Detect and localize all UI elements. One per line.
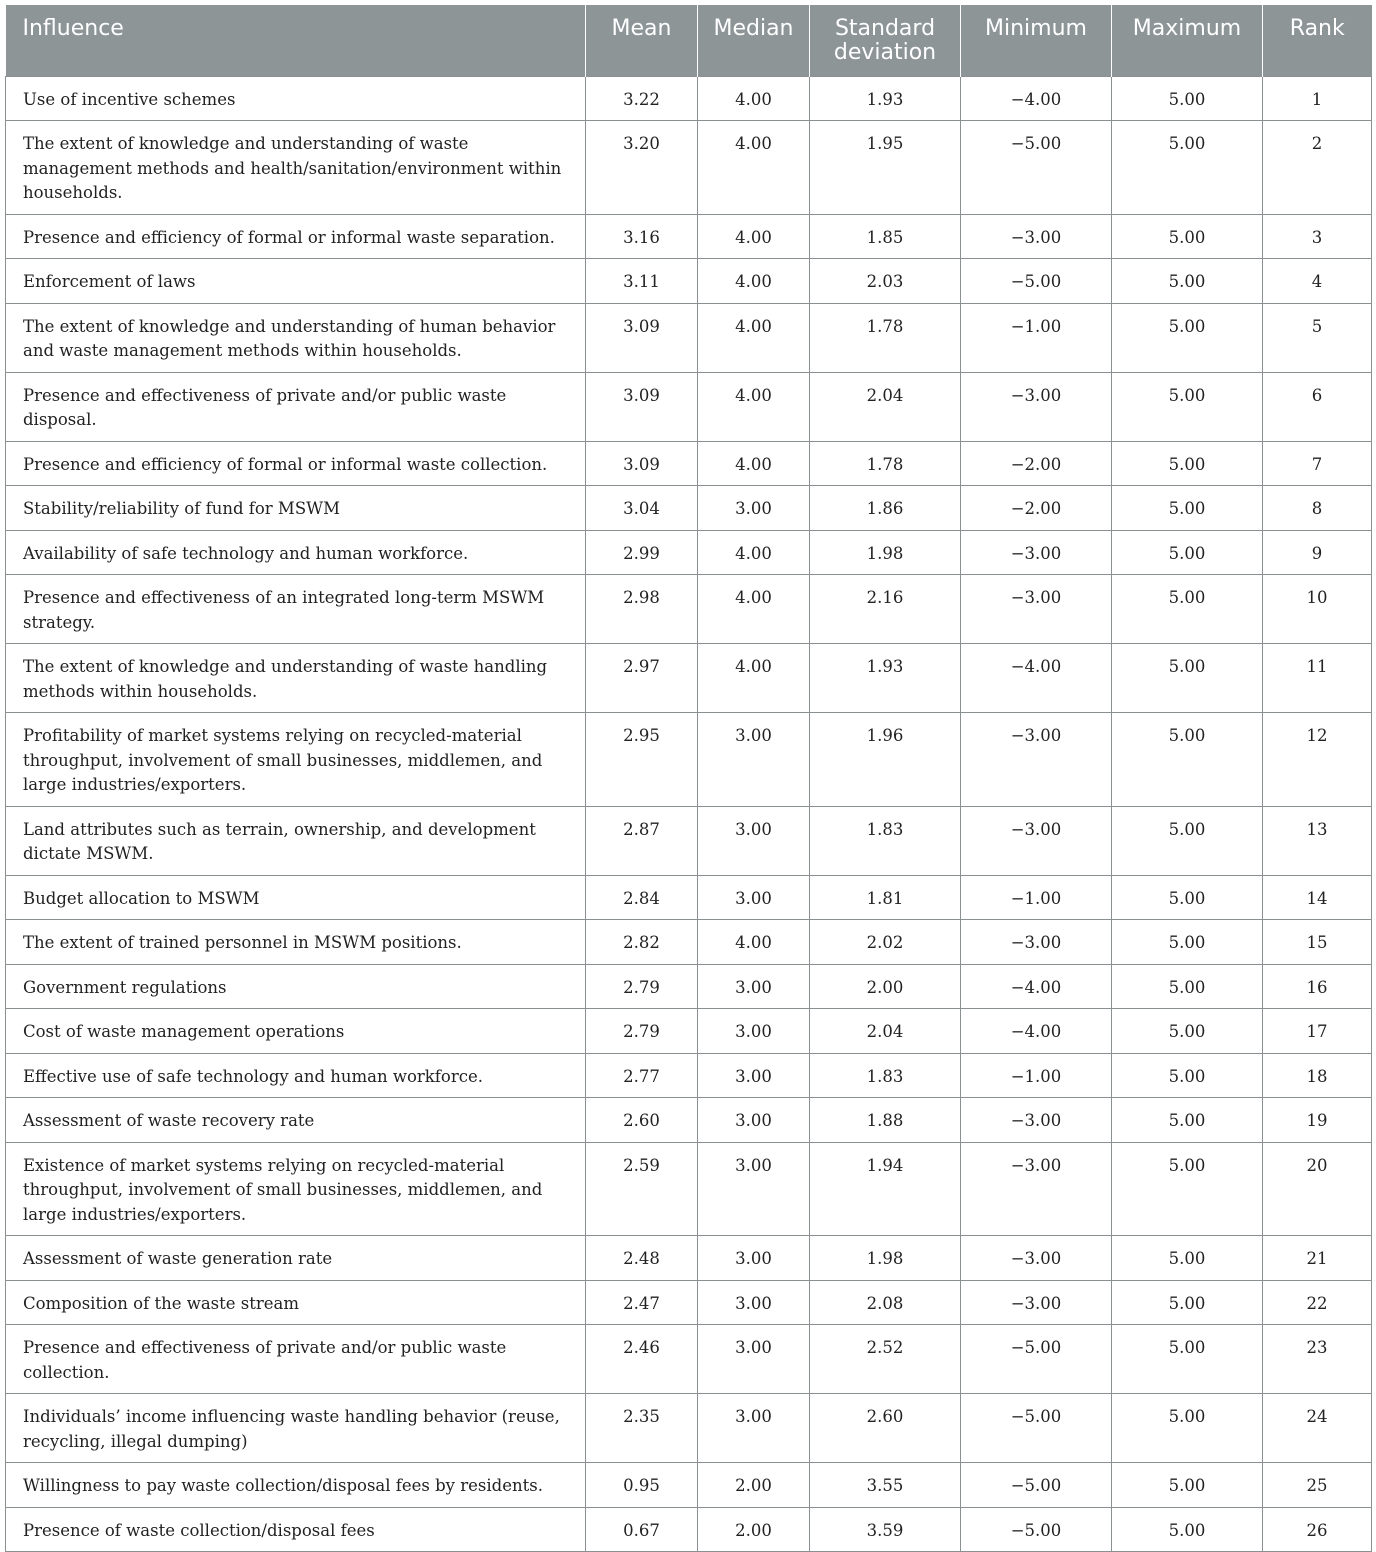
cell-rank: 22	[1263, 1280, 1372, 1325]
cell-mean: 3.09	[586, 303, 698, 372]
cell-influence: Profitability of market systems relying on recycled-material throughput, involvement of small businesses, middlemen, and large industries/exporters.	[6, 713, 586, 807]
cell-influence: Presence and effectiveness of an integrated long-term MSWM strategy.	[6, 575, 586, 644]
cell-mean: 3.16	[586, 214, 698, 259]
table-row	[6, 1098, 1372, 1143]
cell-standard-deviation: 2.02	[810, 920, 961, 965]
cell-mean: 2.82	[586, 920, 698, 965]
cell-rank: 8	[1263, 486, 1372, 531]
cell-mean: 3.11	[586, 259, 698, 304]
table-row	[6, 1236, 1372, 1281]
cell-maximum: 5.00	[1112, 530, 1263, 575]
cell-median: 4.00	[698, 441, 810, 486]
cell-maximum: 5.00	[1112, 1009, 1263, 1054]
cell-standard-deviation: 1.98	[810, 530, 961, 575]
header-median: Median	[698, 5, 810, 76]
cell-rank: 15	[1263, 920, 1372, 965]
cell-mean: 2.47	[586, 1280, 698, 1325]
cell-maximum: 5.00	[1112, 1394, 1263, 1463]
table-row	[6, 1280, 1372, 1325]
cell-influence: Presence and efficiency of formal or informal waste separation.	[6, 214, 586, 259]
cell-median: 2.00	[698, 1507, 810, 1552]
table-row	[6, 76, 1372, 121]
cell-rank: 16	[1263, 964, 1372, 1009]
table-row	[6, 441, 1372, 486]
cell-standard-deviation: 2.03	[810, 259, 961, 304]
cell-median: 3.00	[698, 1280, 810, 1325]
cell-median: 3.00	[698, 1098, 810, 1143]
cell-rank: 26	[1263, 1507, 1372, 1552]
table-row	[6, 1394, 1372, 1463]
cell-maximum: 5.00	[1112, 806, 1263, 875]
cell-rank: 5	[1263, 303, 1372, 372]
cell-minimum: −3.00	[961, 1142, 1112, 1236]
cell-median: 3.00	[698, 1325, 810, 1394]
table-row	[6, 1463, 1372, 1508]
cell-minimum: −3.00	[961, 214, 1112, 259]
cell-maximum: 5.00	[1112, 1053, 1263, 1098]
cell-minimum: −5.00	[961, 1325, 1112, 1394]
table-row	[6, 259, 1372, 304]
cell-standard-deviation: 1.83	[810, 806, 961, 875]
cell-standard-deviation: 1.83	[810, 1053, 961, 1098]
cell-median: 4.00	[698, 644, 810, 713]
cell-standard-deviation: 1.94	[810, 1142, 961, 1236]
cell-standard-deviation: 1.81	[810, 875, 961, 920]
cell-mean: 2.79	[586, 964, 698, 1009]
cell-rank: 11	[1263, 644, 1372, 713]
cell-maximum: 5.00	[1112, 1507, 1263, 1552]
cell-rank: 7	[1263, 441, 1372, 486]
table-body	[6, 76, 1372, 1552]
cell-median: 3.00	[698, 875, 810, 920]
cell-standard-deviation: 2.04	[810, 1009, 961, 1054]
cell-rank: 23	[1263, 1325, 1372, 1394]
cell-standard-deviation: 1.93	[810, 644, 961, 713]
cell-mean: 2.60	[586, 1098, 698, 1143]
cell-median: 2.00	[698, 1463, 810, 1508]
cell-mean: 3.20	[586, 121, 698, 215]
table-header	[6, 5, 1372, 76]
cell-standard-deviation: 1.98	[810, 1236, 961, 1281]
cell-standard-deviation: 1.96	[810, 713, 961, 807]
cell-median: 3.00	[698, 1142, 810, 1236]
cell-maximum: 5.00	[1112, 1325, 1263, 1394]
cell-influence: Enforcement of laws	[6, 259, 586, 304]
cell-minimum: −2.00	[961, 486, 1112, 531]
cell-mean: 2.95	[586, 713, 698, 807]
cell-influence: Assessment of waste recovery rate	[6, 1098, 586, 1143]
cell-rank: 19	[1263, 1098, 1372, 1143]
cell-minimum: −3.00	[961, 1098, 1112, 1143]
cell-median: 3.00	[698, 1394, 810, 1463]
cell-standard-deviation: 2.04	[810, 372, 961, 441]
cell-maximum: 5.00	[1112, 1098, 1263, 1143]
cell-rank: 3	[1263, 214, 1372, 259]
cell-mean: 2.59	[586, 1142, 698, 1236]
cell-minimum: −3.00	[961, 806, 1112, 875]
cell-median: 4.00	[698, 372, 810, 441]
cell-influence: Individuals’ income influencing waste handling behavior (reuse, recycling, illegal dumping)	[6, 1394, 586, 1463]
cell-mean: 2.87	[586, 806, 698, 875]
influence-statistics-table	[5, 5, 1372, 1552]
cell-standard-deviation: 3.59	[810, 1507, 961, 1552]
cell-maximum: 5.00	[1112, 644, 1263, 713]
cell-standard-deviation: 3.55	[810, 1463, 961, 1508]
table-row	[6, 121, 1372, 215]
table-row	[6, 1507, 1372, 1552]
header-minimum: Minimum	[961, 5, 1112, 76]
cell-rank: 13	[1263, 806, 1372, 875]
cell-maximum: 5.00	[1112, 214, 1263, 259]
cell-influence: The extent of trained personnel in MSWM positions.	[6, 920, 586, 965]
cell-influence: The extent of knowledge and understanding of waste handling methods within households.	[6, 644, 586, 713]
cell-influence: Effective use of safe technology and human workforce.	[6, 1053, 586, 1098]
table-row	[6, 806, 1372, 875]
cell-median: 4.00	[698, 214, 810, 259]
cell-standard-deviation: 1.85	[810, 214, 961, 259]
cell-influence: The extent of knowledge and understanding of human behavior and waste management methods within households.	[6, 303, 586, 372]
cell-maximum: 5.00	[1112, 920, 1263, 965]
cell-rank: 20	[1263, 1142, 1372, 1236]
table-row	[6, 875, 1372, 920]
table-row	[6, 713, 1372, 807]
cell-standard-deviation: 1.95	[810, 121, 961, 215]
cell-maximum: 5.00	[1112, 486, 1263, 531]
cell-mean: 3.22	[586, 76, 698, 121]
cell-minimum: −3.00	[961, 920, 1112, 965]
table-row	[6, 1009, 1372, 1054]
cell-influence: Presence and effectiveness of private and/or public waste collection.	[6, 1325, 586, 1394]
cell-influence: Stability/reliability of fund for MSWM	[6, 486, 586, 531]
cell-mean: 2.77	[586, 1053, 698, 1098]
cell-maximum: 5.00	[1112, 713, 1263, 807]
cell-minimum: −3.00	[961, 575, 1112, 644]
cell-minimum: −2.00	[961, 441, 1112, 486]
cell-minimum: −5.00	[961, 121, 1112, 215]
cell-influence: Presence and effectiveness of private and/or public waste disposal.	[6, 372, 586, 441]
cell-median: 4.00	[698, 121, 810, 215]
cell-standard-deviation: 1.93	[810, 76, 961, 121]
cell-standard-deviation: 2.60	[810, 1394, 961, 1463]
cell-standard-deviation: 2.08	[810, 1280, 961, 1325]
cell-maximum: 5.00	[1112, 875, 1263, 920]
header-rank: Rank	[1263, 5, 1372, 76]
cell-maximum: 5.00	[1112, 1463, 1263, 1508]
cell-influence: Presence of waste collection/disposal fees	[6, 1507, 586, 1552]
cell-maximum: 5.00	[1112, 441, 1263, 486]
cell-minimum: −1.00	[961, 875, 1112, 920]
cell-median: 3.00	[698, 964, 810, 1009]
table-row	[6, 214, 1372, 259]
cell-maximum: 5.00	[1112, 1236, 1263, 1281]
cell-median: 4.00	[698, 76, 810, 121]
cell-influence: Use of incentive schemes	[6, 76, 586, 121]
table-row	[6, 1053, 1372, 1098]
cell-influence: Government regulations	[6, 964, 586, 1009]
cell-influence: Presence and efficiency of formal or informal waste collection.	[6, 441, 586, 486]
cell-mean: 2.79	[586, 1009, 698, 1054]
cell-influence: Budget allocation to MSWM	[6, 875, 586, 920]
cell-minimum: −4.00	[961, 964, 1112, 1009]
cell-minimum: −4.00	[961, 644, 1112, 713]
cell-influence: Composition of the waste stream	[6, 1280, 586, 1325]
cell-rank: 14	[1263, 875, 1372, 920]
cell-minimum: −3.00	[961, 372, 1112, 441]
cell-minimum: −5.00	[961, 1507, 1112, 1552]
cell-mean: 0.67	[586, 1507, 698, 1552]
cell-median: 4.00	[698, 575, 810, 644]
cell-rank: 24	[1263, 1394, 1372, 1463]
table-row	[6, 530, 1372, 575]
cell-standard-deviation: 2.16	[810, 575, 961, 644]
table-row	[6, 303, 1372, 372]
cell-standard-deviation: 1.86	[810, 486, 961, 531]
cell-minimum: −5.00	[961, 1463, 1112, 1508]
cell-rank: 6	[1263, 372, 1372, 441]
cell-standard-deviation: 1.78	[810, 441, 961, 486]
cell-maximum: 5.00	[1112, 964, 1263, 1009]
cell-influence: Land attributes such as terrain, ownership, and development dictate MSWM.	[6, 806, 586, 875]
table-row	[6, 920, 1372, 965]
cell-minimum: −4.00	[961, 76, 1112, 121]
cell-minimum: −5.00	[961, 1394, 1112, 1463]
cell-rank: 25	[1263, 1463, 1372, 1508]
cell-rank: 4	[1263, 259, 1372, 304]
table-container	[5, 5, 1371, 1552]
cell-standard-deviation: 2.52	[810, 1325, 961, 1394]
cell-median: 3.00	[698, 486, 810, 531]
cell-maximum: 5.00	[1112, 121, 1263, 215]
cell-mean: 3.09	[586, 441, 698, 486]
cell-rank: 17	[1263, 1009, 1372, 1054]
cell-rank: 2	[1263, 121, 1372, 215]
cell-mean: 2.99	[586, 530, 698, 575]
cell-rank: 9	[1263, 530, 1372, 575]
header-influence: Influence	[6, 5, 586, 76]
cell-mean: 2.35	[586, 1394, 698, 1463]
cell-influence: Existence of market systems relying on recycled-material throughput, involvement of small businesses, middlemen, and large industries/exporters.	[6, 1142, 586, 1236]
header-mean: Mean	[586, 5, 698, 76]
cell-mean: 2.98	[586, 575, 698, 644]
cell-influence: Willingness to pay waste collection/disposal fees by residents.	[6, 1463, 586, 1508]
cell-standard-deviation: 2.00	[810, 964, 961, 1009]
header-standard-deviation	[810, 5, 961, 76]
cell-median: 4.00	[698, 303, 810, 372]
cell-median: 4.00	[698, 920, 810, 965]
cell-minimum: −5.00	[961, 259, 1112, 304]
cell-mean: 3.09	[586, 372, 698, 441]
header-std-line2: deviation	[833, 40, 937, 65]
cell-minimum: −1.00	[961, 303, 1112, 372]
cell-standard-deviation: 1.88	[810, 1098, 961, 1143]
cell-median: 3.00	[698, 713, 810, 807]
cell-influence: Assessment of waste generation rate	[6, 1236, 586, 1281]
cell-median: 3.00	[698, 806, 810, 875]
table-row	[6, 575, 1372, 644]
cell-mean: 2.48	[586, 1236, 698, 1281]
table-row	[6, 1325, 1372, 1394]
cell-mean: 2.46	[586, 1325, 698, 1394]
cell-rank: 1	[1263, 76, 1372, 121]
table-row	[6, 644, 1372, 713]
table-row	[6, 964, 1372, 1009]
cell-median: 4.00	[698, 530, 810, 575]
cell-mean: 2.84	[586, 875, 698, 920]
cell-mean: 2.97	[586, 644, 698, 713]
table-row	[6, 372, 1372, 441]
cell-maximum: 5.00	[1112, 575, 1263, 644]
cell-minimum: −4.00	[961, 1009, 1112, 1054]
cell-maximum: 5.00	[1112, 303, 1263, 372]
table-row	[6, 486, 1372, 531]
header-std-line1: Standard	[834, 16, 936, 41]
cell-minimum: −3.00	[961, 1280, 1112, 1325]
cell-influence: Cost of waste management operations	[6, 1009, 586, 1054]
cell-minimum: −3.00	[961, 1236, 1112, 1281]
cell-rank: 10	[1263, 575, 1372, 644]
cell-standard-deviation: 1.78	[810, 303, 961, 372]
cell-influence: The extent of knowledge and understanding of waste management methods and health/sanitation/environment within households.	[6, 121, 586, 215]
cell-rank: 12	[1263, 713, 1372, 807]
cell-minimum: −3.00	[961, 530, 1112, 575]
cell-minimum: −1.00	[961, 1053, 1112, 1098]
header-row	[6, 5, 1372, 76]
cell-influence: Availability of safe technology and human workforce.	[6, 530, 586, 575]
header-maximum: Maximum	[1112, 5, 1263, 76]
cell-maximum: 5.00	[1112, 76, 1263, 121]
cell-median: 3.00	[698, 1009, 810, 1054]
cell-maximum: 5.00	[1112, 259, 1263, 304]
cell-rank: 21	[1263, 1236, 1372, 1281]
cell-mean: 0.95	[586, 1463, 698, 1508]
cell-median: 3.00	[698, 1053, 810, 1098]
cell-median: 4.00	[698, 259, 810, 304]
cell-maximum: 5.00	[1112, 1280, 1263, 1325]
cell-minimum: −3.00	[961, 713, 1112, 807]
cell-median: 3.00	[698, 1236, 810, 1281]
cell-rank: 18	[1263, 1053, 1372, 1098]
cell-mean: 3.04	[586, 486, 698, 531]
cell-maximum: 5.00	[1112, 372, 1263, 441]
cell-maximum: 5.00	[1112, 1142, 1263, 1236]
table-row	[6, 1142, 1372, 1236]
